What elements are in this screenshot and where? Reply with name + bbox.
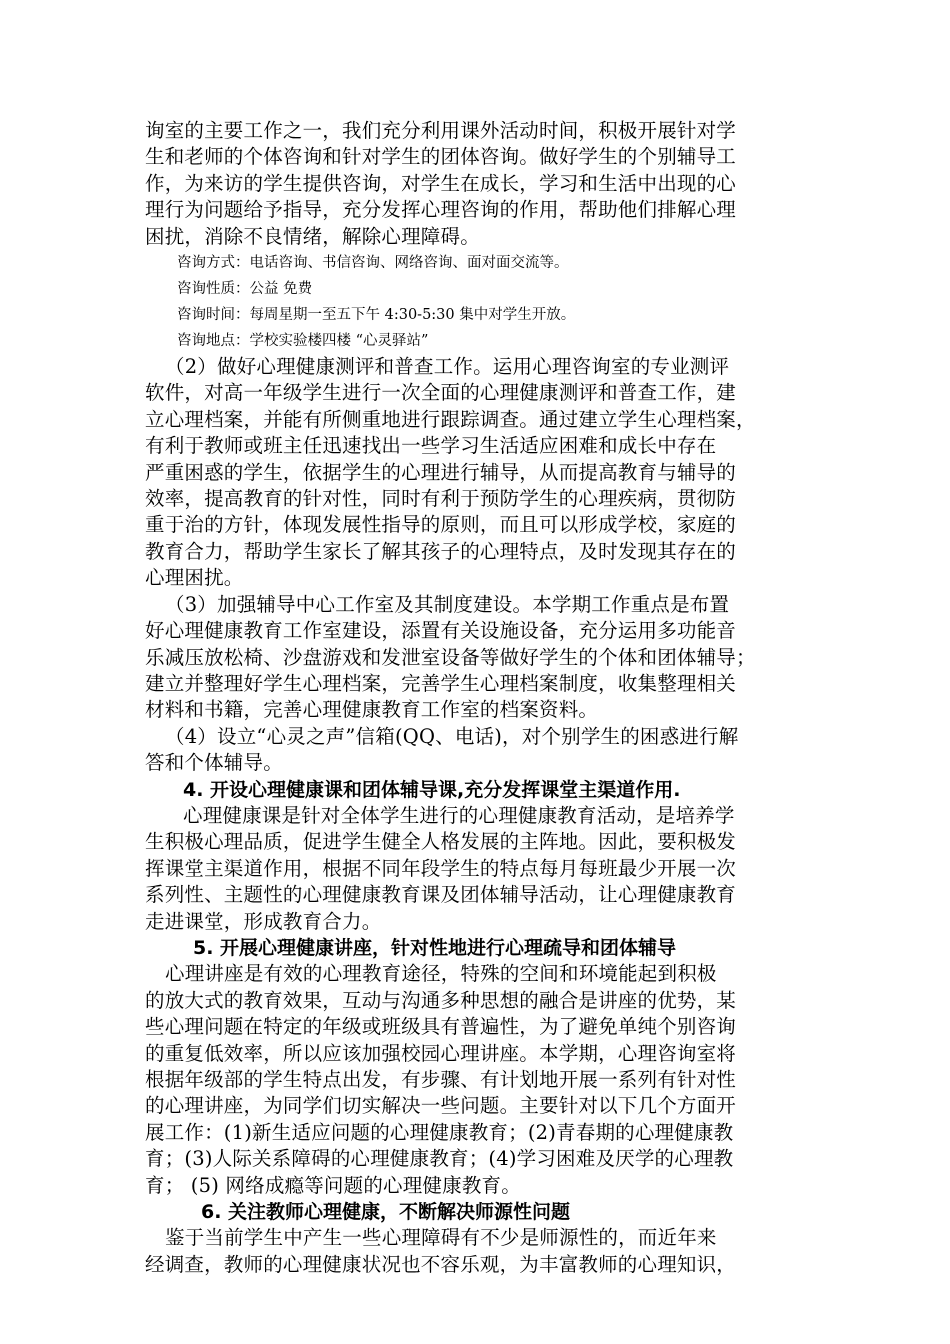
text-line: 教育合力，帮助学生家长了解其孩子的心理特点，及时发现其存在的 (145, 539, 737, 563)
text-line: 的重复低效率，所以应该加强校园心理讲座。本学期，心理咨询室将 (145, 1041, 737, 1065)
consult-time: 咨询时间：每周星期一至五下午 4:30-5:30 集中对学生开放。 (177, 307, 576, 324)
section-heading-5: 5. 开展心理健康讲座，针对性地进行心理疏导和团体辅导 (193, 936, 677, 959)
text-line: 材料和书籍，完善心理健康教育工作室的档案资料。 (145, 698, 599, 722)
consult-location: 咨询地点：学校实验楼四楼 “心灵驿站” (177, 333, 429, 350)
paragraph-section-4 (145, 803, 825, 935)
paragraph-2 (145, 354, 825, 592)
text-line: 展工作：(1)新生适应问题的心理健康教育；(2)青春期的心理健康教 (145, 1120, 734, 1144)
text-line: 育；(3)人际关系障碍的心理健康教育；(4)学习困难及厌学的心理教 (145, 1147, 734, 1171)
text-line: 立心理档案，并能有所侧重地进行跟踪调查。通过建立学生心理档案， (145, 407, 756, 431)
text-line: 建立并整理好学生心理档案，完善学生心理档案制度，收集整理相关 (145, 671, 737, 695)
text-line: 经调查，教师的心理健康状况也不容乐观，为丰富教师的心理知识， (145, 1252, 737, 1276)
text-line: 根据年级部的学生特点出发，有步骤、有计划地开展一系列有针对性 (145, 1068, 737, 1091)
section-heading-6: 6. 关注教师心理健康，不断解决师源性问题 (201, 1201, 571, 1224)
text-line: 有利于教师或班主任迅速找出一些学习生活适应困难和成长中存在 (145, 434, 717, 458)
text-line: （3）加强辅导中心工作室及其制度建设。本学期工作重点是布置 (165, 592, 730, 616)
paragraph-section-6 (145, 1225, 825, 1278)
text-line: 鉴于当前学生中产生一些心理障碍有不少是师源性的，而近年来 (165, 1226, 717, 1250)
text-line: 心理健康课是针对全体学生进行的心理健康教育活动，是培养学 (183, 803, 735, 827)
text-line: 严重困惑的学生，依据学生的心理进行辅导，从而提高教育与辅导的 (145, 460, 737, 484)
text-line: 的放大式的教育效果，互动与沟通多种思想的融合是讲座的优势，某 (145, 988, 737, 1012)
text-line: 育； (5) 网络成瘾等问题的心理健康教育。 (145, 1173, 521, 1197)
text-line: 系列性、主题性的心理健康教育课及团体辅导活动，让心理健康教育 (145, 883, 737, 907)
section-heading-4: 4. 开设心理健康课和团体辅导课,充分发挥课堂主渠道作用. (183, 778, 681, 801)
document-page (145, 118, 825, 1278)
paragraph-4 (145, 724, 825, 777)
text-line: 生积极心理品质，促进学生健全人格发展的主阵地。因此，要积极发 (145, 830, 737, 854)
paragraph-intro (145, 118, 825, 250)
text-line: （4）设立“心灵之声”信箱(QQ、电话)，对个别学生的困惑进行解 (165, 724, 739, 748)
text-line: 心理困扰。 (145, 566, 244, 590)
text-line: 挥课堂主渠道作用，根据不同年段学生的特点每月每班最少开展一次 (145, 856, 737, 880)
consult-info-list (145, 250, 825, 354)
text-line: 困扰，消除不良情绪，解除心理障碍。 (145, 224, 480, 248)
text-line: 走进课堂，形成教育合力。 (145, 909, 382, 933)
text-line: 询室的主要工作之一，我们充分利用课外活动时间，积极开展针对学 (145, 119, 737, 142)
text-line: （2）做好心理健康测评和普查工作。运用心理咨询室的专业测评 (165, 355, 730, 379)
text-line: 软件，对高一年级学生进行一次全面的心理健康测评和普查工作，建 (145, 381, 737, 405)
text-line: 乐减压放松椅、沙盘游戏和发泄室设备等做好学生的个体和团体辅导； (145, 645, 756, 669)
text-line: 的心理讲座，为同学们切实解决一些问题。主要针对以下几个方面开 (145, 1094, 737, 1118)
consult-nature: 咨询性质：公益 免费 (177, 281, 313, 298)
text-line: 效率，提高教育的针对性，同时有利于预防学生的心理疾病，贯彻防 (145, 487, 737, 511)
text-line: 作，为来访的学生提供咨询，对学生在成长，学习和生活中出现的心 (145, 171, 737, 195)
text-line: 重于治的方针，体现发展性指导的原则，而且可以形成学校，家庭的 (145, 513, 737, 537)
text-line: 理行为问题给予指导，充分发挥心理咨询的作用，帮助他们排解心理 (145, 198, 737, 222)
text-line: 答和个体辅导。 (145, 751, 283, 775)
text-line: 心理讲座是有效的心理教育途径，特殊的空间和环境能起到积极 (165, 962, 717, 986)
text-line: 生和老师的个体咨询和针对学生的团体咨询。做好学生的个别辅导工 (145, 145, 737, 169)
consult-method: 咨询方式：电话咨询、书信咨询、网络咨询、面对面交流等。 (177, 255, 569, 272)
text-line: 好心理健康教育工作室建设，添置有关设施设备，充分运用多功能音 (145, 619, 737, 643)
paragraph-section-5 (145, 961, 825, 1199)
text-line: 些心理问题在特定的年级或班级具有普遍性，为了避免单纯个别咨询 (145, 1015, 737, 1039)
paragraph-3 (145, 592, 825, 724)
